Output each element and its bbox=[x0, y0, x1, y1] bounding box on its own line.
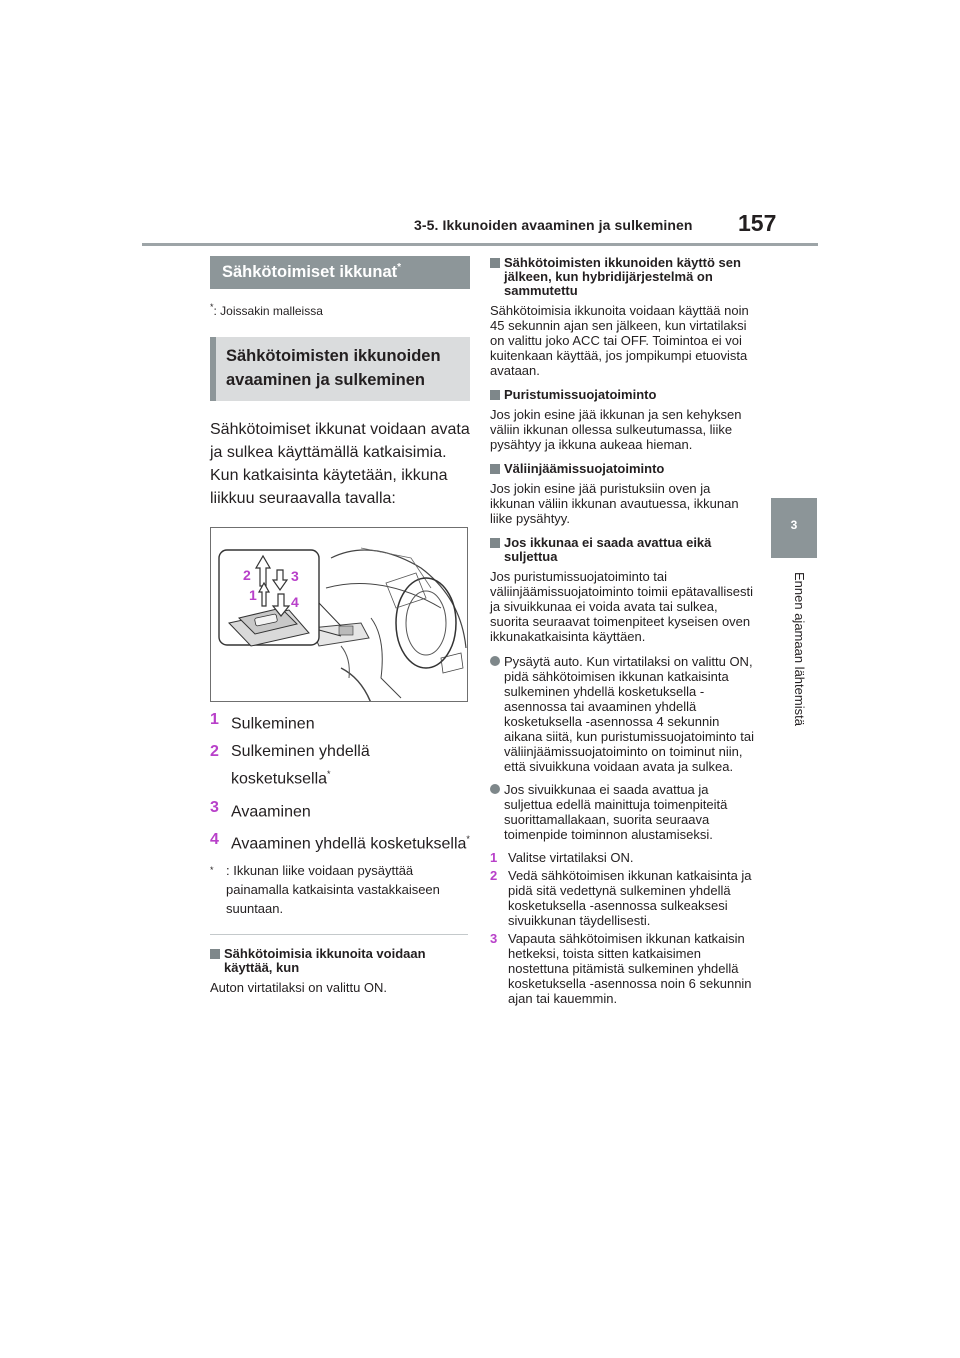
info-block bbox=[490, 256, 756, 378]
round-bullet-icon bbox=[490, 784, 500, 794]
item-text: Avaaminen bbox=[231, 802, 311, 820]
model-note-text: : Joissakin malleissa bbox=[213, 304, 323, 318]
info-block-text: Auton virtatilaksi on valittu ON. bbox=[210, 980, 388, 996]
item-text: Sulkeminen yhdellä kosketuksella* bbox=[231, 743, 370, 788]
left-column bbox=[210, 256, 470, 1005]
right-column bbox=[490, 256, 756, 1009]
divider bbox=[210, 934, 468, 935]
info-block-heading: Puristumissuojatoiminto bbox=[490, 388, 756, 402]
figure-label-3: 3 bbox=[291, 568, 299, 584]
item-number: 4 bbox=[210, 830, 219, 848]
footnote-text: : Ikkunan liike voidaan pysäyttää painamalla katkaisinta vastakkaiseen suuntaan. bbox=[226, 863, 440, 917]
list-item bbox=[210, 708, 470, 735]
info-block bbox=[210, 947, 470, 995]
step-number: 3 bbox=[490, 931, 498, 946]
info-block bbox=[490, 462, 756, 526]
operation-list bbox=[210, 708, 470, 855]
list-item bbox=[210, 740, 470, 790]
figure-label-1: 1 bbox=[249, 587, 257, 603]
section-title: Sähkötoimiset ikkunat bbox=[222, 263, 398, 281]
subsection-title: Sähkötoimisten ikkunoiden avaaminen ja sulkeminen bbox=[210, 337, 470, 401]
step-number: 1 bbox=[490, 850, 498, 865]
info-block bbox=[490, 388, 756, 452]
square-bullet-icon bbox=[490, 390, 500, 400]
info-block-heading: Sähkötoimisia ikkunoita voidaan käyttää, kun bbox=[210, 947, 470, 975]
item-text: Sulkeminen bbox=[231, 715, 315, 733]
step-item bbox=[490, 931, 756, 1006]
list-item bbox=[210, 828, 470, 855]
bullet-item bbox=[490, 782, 756, 842]
section-title-bar bbox=[210, 256, 470, 289]
chapter-tab-label: Ennen ajamaan lähtemistä bbox=[792, 572, 807, 726]
model-note-star: * bbox=[210, 302, 214, 312]
info-block-text: Sähkötoimisia ikkunoita voidaan käyttää noin 45 sekunnin ajan sen jälkeen, kun virtatilaksi on valittu joko ACC tai OFF. Toimintoa ei voi kuitenkaan käyttää, jos jompikumpi etuovista avataan. bbox=[490, 303, 749, 378]
square-bullet-icon bbox=[490, 258, 500, 268]
round-bullet-icon bbox=[490, 656, 500, 666]
item-text: Avaaminen yhdellä kosketuksella* bbox=[231, 833, 470, 853]
step-number: 2 bbox=[490, 868, 498, 883]
info-block-text: Jos jokin esine jää ikkunan ja sen kehyksen väliin ikkunan ollessa sulkeutumassa, liike pysähtyy ja ikkuna aukeaa hieman. bbox=[490, 407, 742, 452]
info-block bbox=[490, 536, 756, 644]
item-number: 3 bbox=[210, 798, 219, 816]
item-number: 2 bbox=[210, 743, 219, 761]
bullet-text: Jos sivuikkunaa ei saada avattua ja suljettua edellä mainittuja toimenpiteitä suorittamallakaan, suorita seuraava toimenpide toiminnon alustamiseksi. bbox=[504, 782, 728, 842]
section-title-star: * bbox=[397, 262, 402, 273]
info-block-text: Jos jokin esine jää puristuksiin oven ja ikkunan väliin ikkunan avautuessa, ikkunan liike pysähtyy. bbox=[490, 481, 739, 526]
step-text: Vapauta sähkötoimisen ikkunan katkaisin hetkeksi, toista sitten katkaisimen nostettuna pitämistä sulkeminen yhdellä kosketuksella -asennossa noin 6 sekunnin ajan tai kauemmin. bbox=[508, 931, 752, 1006]
footnote bbox=[210, 861, 470, 918]
door-switch-illustration bbox=[211, 528, 468, 702]
list-item bbox=[210, 796, 470, 823]
figure-label-4: 4 bbox=[291, 594, 299, 610]
model-note bbox=[210, 302, 470, 318]
square-bullet-icon bbox=[210, 949, 220, 959]
chapter-tab: 3 bbox=[771, 498, 817, 558]
figure-label-2: 2 bbox=[243, 567, 251, 583]
info-block-heading: Jos ikkunaa ei saada avattua eikä suljettua bbox=[490, 536, 756, 564]
info-block-text: Jos puristumissuojatoiminto tai väliinjäämissuojatoiminto toimii epätavallisesti ja sivuikkunaa ei voida avata tai sulkea, suorita seuraavat toimenpiteet kyseisen oven ikkunakatkaisinta käyttäen. bbox=[490, 569, 754, 644]
info-block-heading: Sähkötoimisten ikkunoiden käyttö sen jälkeen, kun hybridijärjestelmä on sammutettu bbox=[490, 256, 756, 298]
step-text: Vedä sähkötoimisen ikkunan katkaisinta ja pidä sitä vedettynä sulkeminen yhdellä kosketuksella -asennossa sulkeaksesi sivuikkunan täydellisesti. bbox=[508, 868, 752, 928]
bullet-item bbox=[490, 654, 756, 774]
info-block-heading: Väliinjäämissuojatoiminto bbox=[490, 462, 756, 476]
bullet-text: Pysäytä auto. Kun virtatilaksi on valittu ON, pidä sähkötoimisen ikkunan katkaisinta sulkeminen yhdellä kosketuksella -asennossa tai avaaminen yhdellä kosketuksella -asennossa 4 sekunnin aikana siitä, kun puristumissuojatoiminto tai väliinjäämissuojatoiminto on toiminut niin, että sivuikkuna voidaan avata ja sulkea. bbox=[504, 654, 755, 774]
chapter-header: 3-5. Ikkunoiden avaaminen ja sulkeminen bbox=[414, 217, 693, 233]
intro-paragraph: Sähkötoimiset ikkunat voidaan avata ja sulkea käyttämällä katkaisimia. Kun katkaisinta käytetään, ikkuna liikkuu seuraavalla tavalla: bbox=[210, 421, 470, 507]
step-item bbox=[490, 868, 756, 928]
header-divider bbox=[142, 243, 818, 246]
step-text: Valitse virtatilaksi ON. bbox=[508, 850, 634, 865]
step-item bbox=[490, 850, 756, 865]
window-switch-figure bbox=[210, 527, 468, 702]
square-bullet-icon bbox=[490, 464, 500, 474]
page-number: 157 bbox=[738, 210, 777, 236]
square-bullet-icon bbox=[490, 538, 500, 548]
footnote-star: * bbox=[210, 865, 214, 876]
item-number: 1 bbox=[210, 711, 219, 728]
